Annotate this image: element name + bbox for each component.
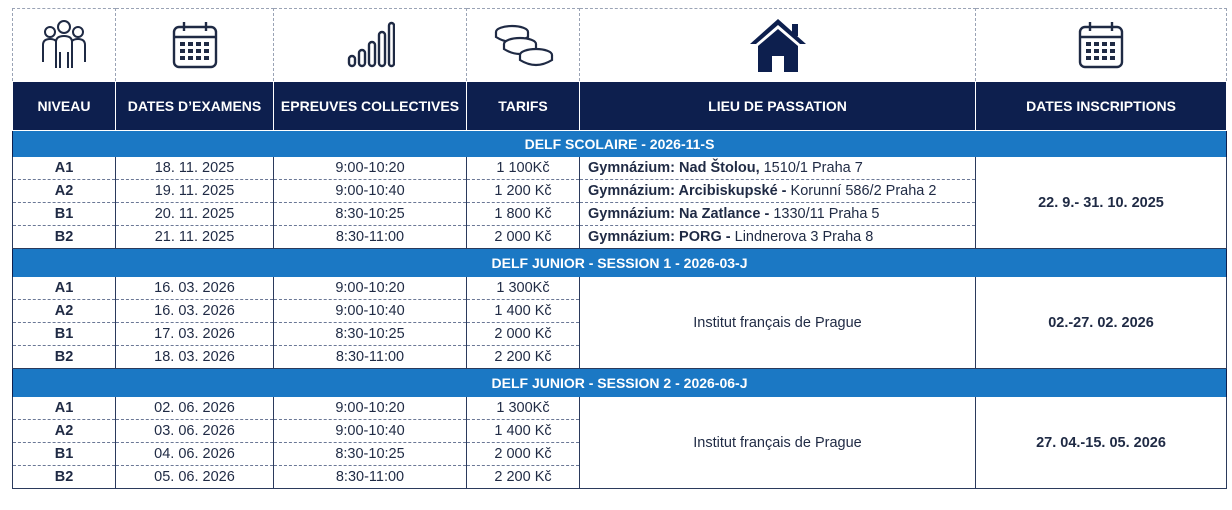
cell-tarif: 2 000 Kč <box>467 323 580 346</box>
cell-epreuves: 9:00-10:40 <box>274 300 467 323</box>
header-inscriptions: DATES INSCRIPTIONS <box>976 82 1227 131</box>
table-row <box>13 397 1227 420</box>
cell-date: 16. 03. 2026 <box>116 300 274 323</box>
cell-niveau: B1 <box>13 443 116 466</box>
cell-date: 02. 06. 2026 <box>116 397 274 420</box>
cell-niveau: A2 <box>13 420 116 443</box>
bar-chart-icon <box>345 20 395 70</box>
cell-niveau: A1 <box>13 157 116 180</box>
cell-tarif: 1 800 Kč <box>467 203 580 226</box>
cell-niveau: B1 <box>13 323 116 346</box>
header-dates-examens: DATES D’EXAMENS <box>116 82 274 131</box>
cell-niveau: A2 <box>13 180 116 203</box>
cell-tarif: 1 200 Kč <box>467 180 580 203</box>
cell-tarif: 2 200 Kč <box>467 346 580 369</box>
table-row <box>13 157 1227 180</box>
cell-date: 18. 03. 2026 <box>116 346 274 369</box>
section-header <box>13 369 1227 398</box>
icon-row <box>13 9 1227 82</box>
cell-date: 18. 11. 2025 <box>116 157 274 180</box>
cell-epreuves: 9:00-10:40 <box>274 420 467 443</box>
lieu-address: Korunní 586/2 Praha 2 <box>786 183 937 199</box>
cell-epreuves: 9:00-10:40 <box>274 180 467 203</box>
lieu-school: Gymnázium: Na Zatlance - <box>588 206 770 222</box>
coins-icon <box>490 22 556 68</box>
cell-date: 17. 03. 2026 <box>116 323 274 346</box>
lieu-address: 1510/1 Praha 7 <box>759 160 863 176</box>
cell-date: 05. 06. 2026 <box>116 466 274 489</box>
section-header <box>13 131 1227 158</box>
cell-epreuves: 8:30-11:00 <box>274 466 467 489</box>
cell-date: 16. 03. 2026 <box>116 277 274 300</box>
cell-tarif: 2 000 Kč <box>467 443 580 466</box>
calendar-icon <box>169 19 221 71</box>
table-row <box>13 277 1227 300</box>
cell-tarif: 1 300Kč <box>467 397 580 420</box>
cell-epreuves: 8:30-10:25 <box>274 323 467 346</box>
cell-tarif: 2 200 Kč <box>467 466 580 489</box>
cell-tarif: 2 000 Kč <box>467 226 580 249</box>
cell-tarif: 1 100Kč <box>467 157 580 180</box>
header-tarifs: TARIFS <box>467 82 580 131</box>
cell-niveau: B2 <box>13 466 116 489</box>
section-title: DELF SCOLAIRE - 2026-11-S <box>13 131 1227 158</box>
cell-lieu <box>580 180 976 203</box>
lieu-address: Lindnerova 3 Praha 8 <box>730 229 874 245</box>
cell-epreuves: 8:30-11:00 <box>274 346 467 369</box>
cell-niveau: A1 <box>13 277 116 300</box>
cell-date: 20. 11. 2025 <box>116 203 274 226</box>
lieu-address: 1330/11 Praha 5 <box>769 206 880 222</box>
cell-epreuves: 8:30-10:25 <box>274 203 467 226</box>
cell-lieu <box>580 157 976 180</box>
cell-tarif: 1 400 Kč <box>467 420 580 443</box>
cell-date: 04. 06. 2026 <box>116 443 274 466</box>
calendar-icon <box>1075 19 1127 71</box>
cell-epreuves: 9:00-10:20 <box>274 277 467 300</box>
cell-epreuves: 9:00-10:20 <box>274 397 467 420</box>
cell-niveau: A2 <box>13 300 116 323</box>
cell-epreuves: 8:30-10:25 <box>274 443 467 466</box>
lieu-school: Gymnázium: Nad Štolou, <box>588 160 760 176</box>
header-row <box>13 82 1227 131</box>
cell-epreuves: 9:00-10:20 <box>274 157 467 180</box>
header-lieu: LIEU DE PASSATION <box>580 82 976 131</box>
cell-lieu <box>580 203 976 226</box>
cell-niveau: B2 <box>13 346 116 369</box>
cell-date: 19. 11. 2025 <box>116 180 274 203</box>
people-icon <box>39 18 89 72</box>
cell-niveau: A1 <box>13 397 116 420</box>
cell-lieu: Institut français de Prague <box>580 397 976 489</box>
cell-inscriptions: 02.-27. 02. 2026 <box>976 277 1227 369</box>
cell-lieu: Institut français de Prague <box>580 277 976 369</box>
cell-tarif: 1 400 Kč <box>467 300 580 323</box>
header-niveau: NIVEAU <box>13 82 116 131</box>
exam-schedule-table <box>12 8 1227 489</box>
cell-niveau: B2 <box>13 226 116 249</box>
house-icon <box>746 16 810 74</box>
section-title: DELF JUNIOR - SESSION 2 - 2026-06-J <box>13 369 1227 398</box>
header-epreuves: EPREUVES COLLECTIVES <box>274 82 467 131</box>
cell-lieu <box>580 226 976 249</box>
cell-tarif: 1 300Kč <box>467 277 580 300</box>
cell-date: 03. 06. 2026 <box>116 420 274 443</box>
cell-epreuves: 8:30-11:00 <box>274 226 467 249</box>
cell-inscriptions: 22. 9.- 31. 10. 2025 <box>976 157 1227 249</box>
section-title: DELF JUNIOR - SESSION 1 - 2026-03-J <box>13 249 1227 278</box>
cell-niveau: B1 <box>13 203 116 226</box>
cell-date: 21. 11. 2025 <box>116 226 274 249</box>
lieu-school: Gymnázium: PORG - <box>588 229 731 245</box>
cell-inscriptions: 27. 04.-15. 05. 2026 <box>976 397 1227 489</box>
section-header <box>13 249 1227 278</box>
lieu-school: Gymnázium: Arcibiskupské - <box>588 183 787 199</box>
